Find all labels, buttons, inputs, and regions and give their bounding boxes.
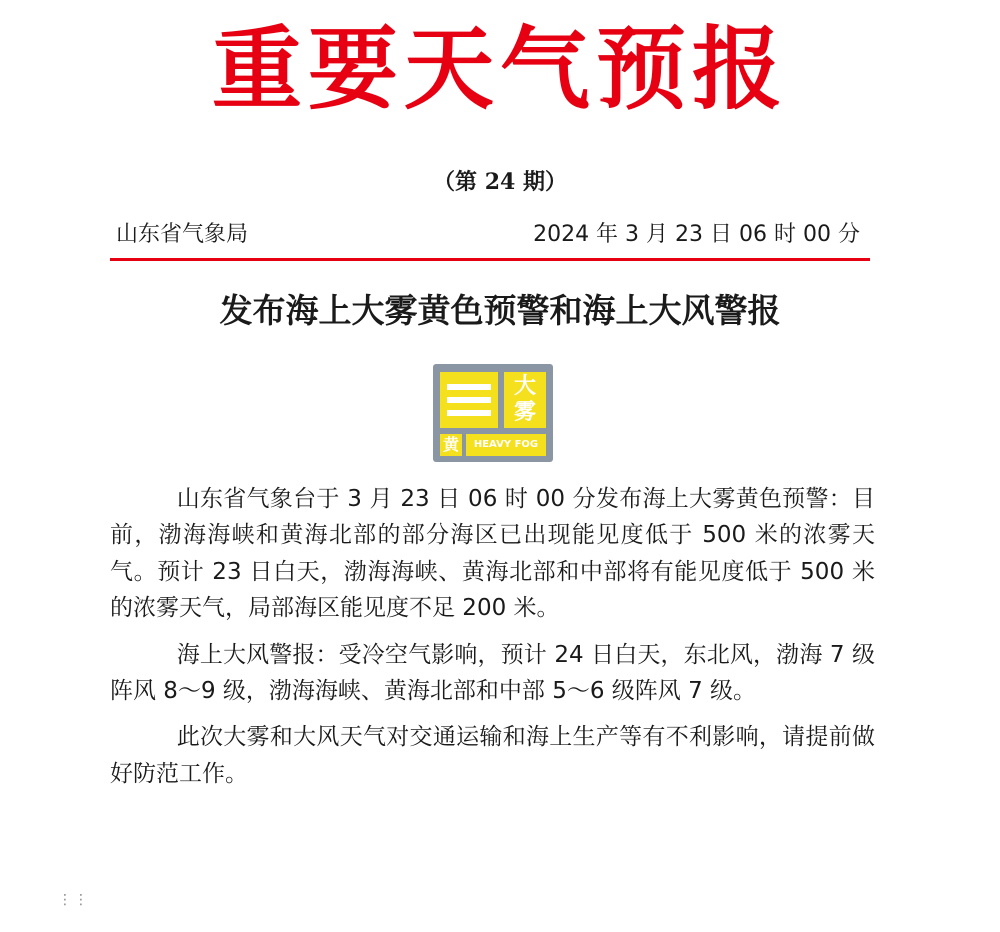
issue-datetime: 2024 年 3 月 23 日 06 时 00 分 bbox=[533, 222, 860, 247]
advisory-paragraph: 此次大雾和大风天气对交通运输和海上生产等有不利影响，请提前做好防范工作。 bbox=[110, 724, 875, 787]
fog-warning-paragraph: 山东省气象台于 3 月 23 日 06 时 00 分发布海上大雾黄色预警：目前，渤海海峡和黄海北部的部分海区已出现能见度低于 500 米的浓雾天气。预计 23 日白天，渤海海峡、黄海北部和中部将有能见度低于 500 米的浓雾天气，局部海区能见度不足 200 米。 bbox=[110, 486, 875, 622]
bulletin-body bbox=[110, 481, 875, 802]
bulletin-headline: 发布海上大雾黄色预警和海上大风警报 bbox=[219, 291, 781, 330]
heavy-fog-yellow-warning-icon bbox=[433, 364, 553, 462]
warning-type-char-top: 大 bbox=[513, 374, 536, 399]
wind-warning-paragraph: 海上大风警报：受冷空气影响，预计 24 日白天，东北风，渤海 7 级阵风 8～9 级，渤海海峡、黄海北部和中部 5～6 级阵风 7 级。 bbox=[110, 641, 875, 705]
warning-level-char: 黄 bbox=[440, 434, 462, 456]
warning-type-label bbox=[504, 372, 546, 428]
drag-handle-icon[interactable]: ⋮⋮ bbox=[58, 892, 90, 908]
warning-type-char-bottom: 雾 bbox=[513, 400, 536, 425]
header-divider bbox=[110, 258, 870, 261]
masthead-title: 重要天气预报 bbox=[212, 16, 788, 122]
warning-english-label: HEAVY FOG bbox=[466, 434, 546, 456]
issue-number: （第 24 期） bbox=[433, 169, 567, 195]
warning-level-bars-icon bbox=[440, 372, 498, 428]
issuing-agency: 山东省气象局 bbox=[116, 222, 249, 247]
